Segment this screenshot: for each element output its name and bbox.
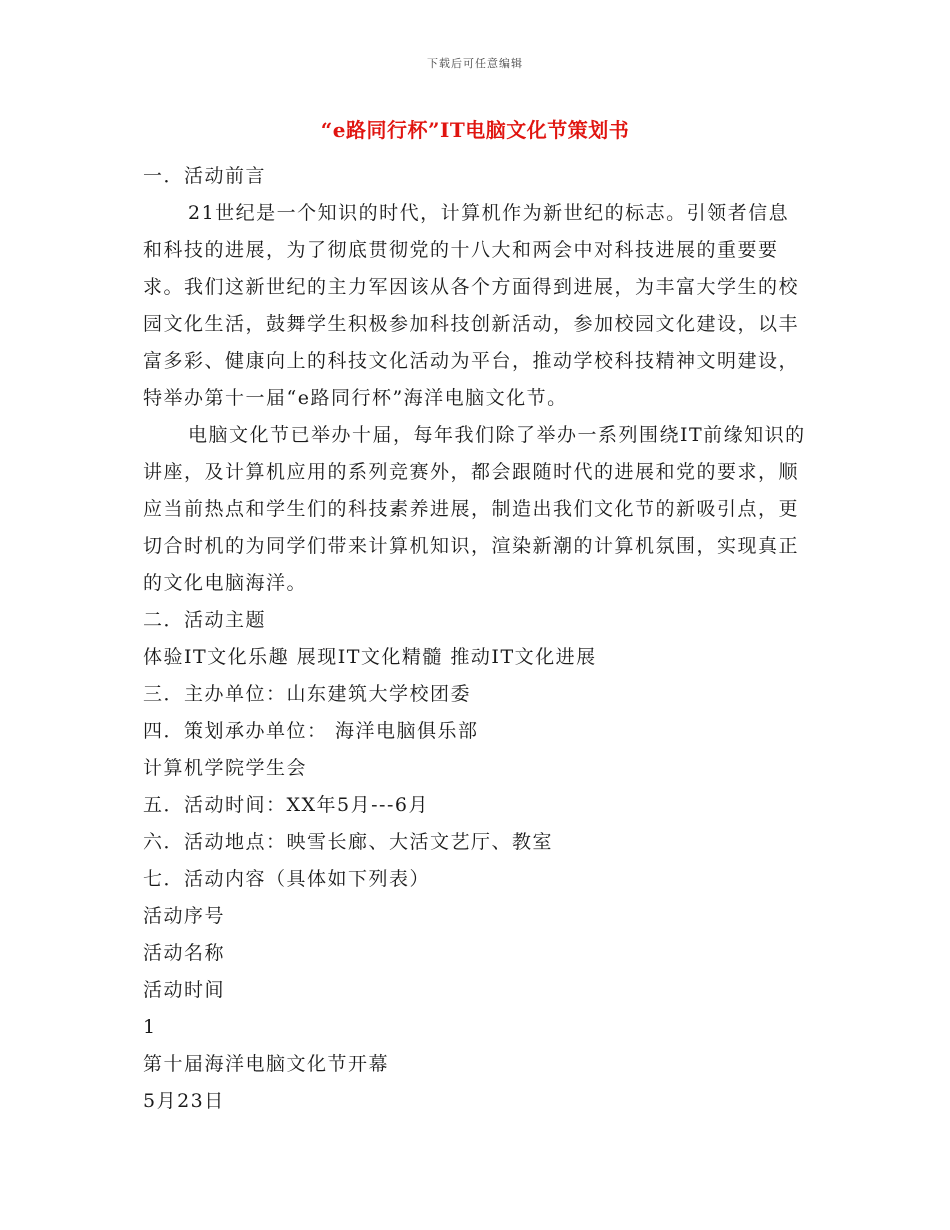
section-1-paragraph-2: 电脑文化节已举办十届，每年我们除了举办一系列围绕IT前缘知识的讲座，及计算机应用的系列竞赛外，都会跟随时代的进展和党的要求，顺应当前热点和学生们的科技素养进展，制造出我们文化节的新吸引点，更切合时机的为同学们带来计算机知识，渲染新潮的计算机氛围，实现真正的文化电脑海洋。 [143,424,806,594]
section-4-planner-2: 计算机学院学生会 [143,757,308,779]
section-2-theme: 体验IT文化乐趣 展现IT文化精髓 推动IT文化进展 [143,646,597,668]
header-note: 下载后可任意编辑 [427,57,523,70]
table-cell: 5月23日 [143,1090,225,1112]
table-header-cell: 活动序号 [143,905,226,927]
section-1-heading: 一．活动前言 [143,165,267,187]
table-header-cell: 活动时间 [143,979,226,1001]
section-3-organizer: 三．主办单位：山东建筑大学校团委 [143,683,472,705]
document-body [143,158,807,1120]
section-5-time: 五．活动时间：XX年5月---6月 [143,794,429,816]
section-2-heading: 二．活动主题 [143,609,267,631]
section-6-location: 六．活动地点：映雪长廊、大活文艺厅、教室 [143,831,554,853]
table-cell: 1 [143,1016,157,1038]
document-title: “e路同行杯”IT电脑文化节策划书 [320,118,630,142]
table-cell: 第十届海洋电脑文化节开幕 [143,1053,390,1075]
section-1-paragraph-1: 21世纪是一个知识的时代，计算机作为新世纪的标志。引领者信息和科技的进展，为了彻底贯彻党的十八大和两会中对科技进展的重要要求。我们这新世纪的主力军因该从各个方面得到进展，为丰富大学生的校园文化生活，鼓舞学生积极参加科技创新活动，参加校园文化建设，以丰富多彩、健康向上的科技文化活动为平台，推动学校科技精神文明建设，特举办第十一届“e路同行杯”海洋电脑文化节。 [143,202,800,409]
section-7-content: 七．活动内容（具体如下列表） [143,868,431,890]
table-header-cell: 活动名称 [143,942,226,964]
section-4-planner: 四．策划承办单位： 海洋电脑俱乐部 [143,720,479,742]
